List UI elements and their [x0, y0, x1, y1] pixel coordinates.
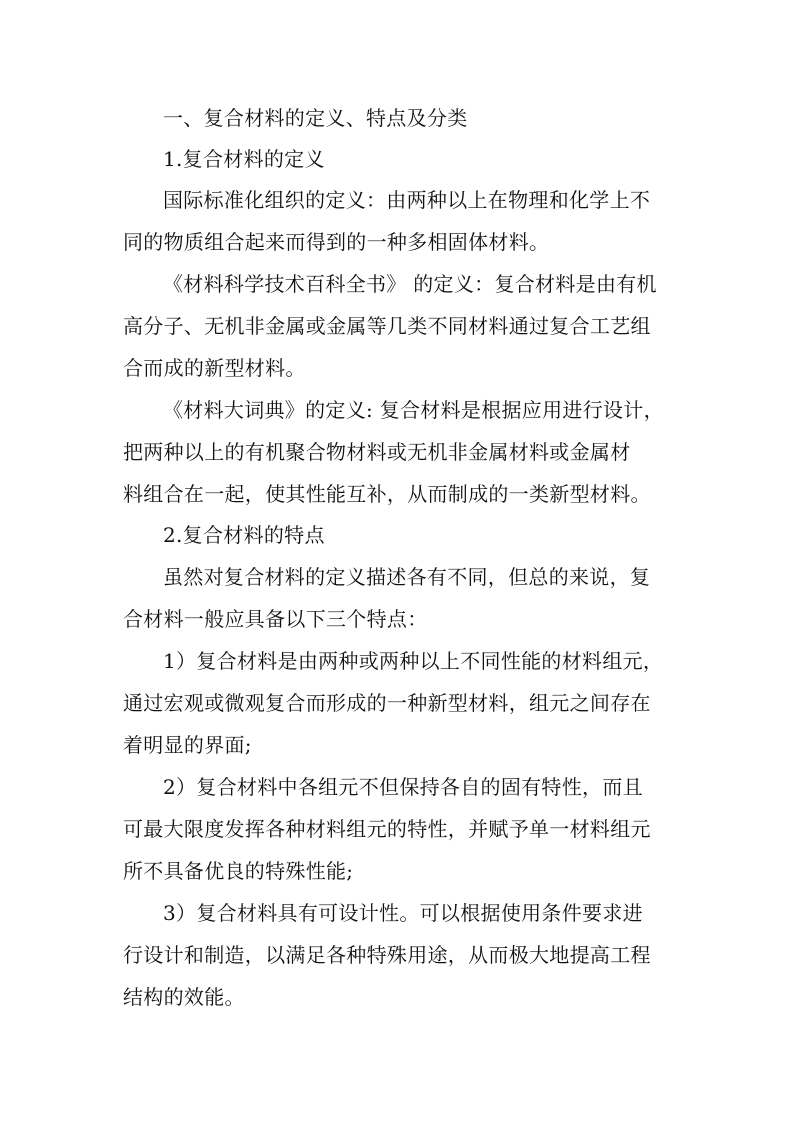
feature-1-line-3: 着明显的界面;	[123, 733, 252, 757]
paragraph-dictionary-line-2: 把两种以上的有机聚合物材料或无机非金属材料或金属材	[123, 440, 631, 464]
sub-heading-definition: 1.复合材料的定义	[163, 147, 325, 171]
feature-2-line-1: 2）复合材料中各组元不但保持各自的固有特性，而且	[163, 775, 643, 799]
intro-line-1: 虽然对复合材料的定义描述各有不同，但总的来说，复	[163, 565, 651, 589]
paragraph-dictionary-line-1: 《材料大词典》的定义: 复合材料是根据应用进行设计，	[163, 398, 664, 422]
paragraph-encyclopedia-line-2: 高分子、无机非金属或金属等几类不同材料通过复合工艺组	[123, 314, 651, 338]
feature-3-line-1: 3）复合材料具有可设计性。可以根据使用条件要求进	[163, 901, 643, 925]
paragraph-encyclopedia-line-3: 合而成的新型材料。	[123, 356, 306, 380]
feature-3-line-2: 行设计和制造，以满足各种特殊用途，从而极大地提高工程	[123, 943, 651, 967]
feature-2-line-2: 可最大限度发挥各种材料组元的特性，并赋予单一材料组元	[123, 817, 651, 841]
intro-line-2: 合材料一般应具备以下三个特点：	[123, 607, 428, 631]
feature-1-line-1: 1）复合材料是由两种或两种以上不同性能的材料组元，	[163, 649, 664, 673]
section-heading: 一、复合材料的定义、特点及分类	[163, 106, 468, 130]
feature-2-line-3: 所不具备优良的特殊性能;	[123, 859, 354, 883]
paragraph-dictionary-line-3: 料组合在一起，使其性能互补，从而制成的一类新型材料。	[123, 482, 651, 506]
paragraph-encyclopedia-line-1: 《材料科学技术百科全书》 的定义：复合材料是由有机	[163, 272, 657, 296]
paragraph-iso-line-2: 同的物质组合起来而得到的一种多相固体材料。	[123, 230, 550, 254]
feature-1-line-2: 通过宏观或微观复合而形成的一种新型材料，组元之间存在	[123, 691, 651, 715]
feature-3-line-3: 结构的效能。	[123, 985, 245, 1009]
sub-heading-characteristics: 2.复合材料的特点	[163, 523, 325, 547]
paragraph-iso-line-1: 国际标准化组织的定义：由两种以上在物理和化学上不	[163, 188, 651, 212]
